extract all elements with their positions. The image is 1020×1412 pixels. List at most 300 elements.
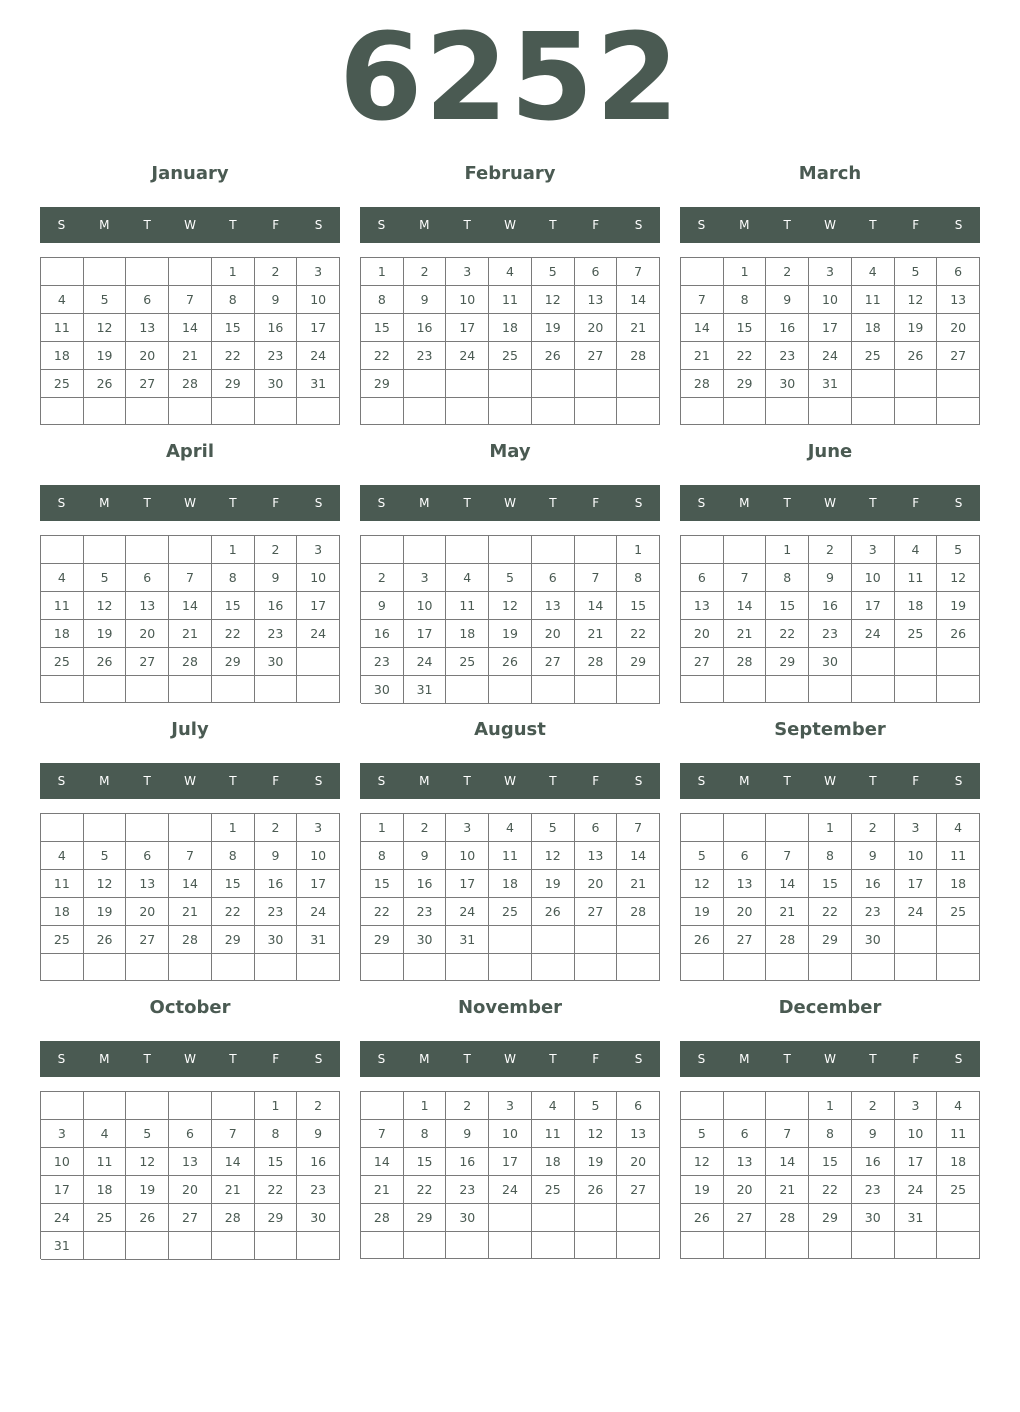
day-cell: 19 — [489, 620, 532, 648]
day-cell: 11 — [937, 842, 980, 870]
day-cell: 18 — [489, 870, 532, 898]
day-cell: 24 — [852, 620, 895, 648]
day-cell: 16 — [446, 1148, 489, 1176]
day-cell: 7 — [766, 842, 809, 870]
day-cell: 28 — [361, 1204, 404, 1232]
day-cell: 27 — [681, 648, 724, 676]
weekday-label: S — [377, 1052, 386, 1066]
weekday-label: S — [954, 218, 963, 232]
day-cell: 7 — [169, 564, 212, 592]
day-cell: 16 — [297, 1148, 340, 1176]
empty-cell — [575, 954, 618, 981]
day-cell: 24 — [297, 620, 340, 648]
weekday-label: T — [143, 496, 151, 510]
weekday-label: F — [912, 774, 920, 788]
day-cell: 17 — [446, 870, 489, 898]
empty-cell — [84, 398, 127, 425]
day-grid — [40, 1091, 340, 1259]
day-cell: 29 — [404, 1204, 447, 1232]
weekday-header — [680, 763, 980, 799]
empty-cell — [895, 954, 938, 981]
weekday-label: S — [377, 774, 386, 788]
weekday-label: T — [783, 218, 791, 232]
day-cell: 15 — [404, 1148, 447, 1176]
day-cell: 28 — [724, 648, 767, 676]
day-grid — [680, 535, 980, 703]
weekday-label: M — [419, 774, 430, 788]
day-cell: 13 — [169, 1148, 212, 1176]
day-cell: 25 — [446, 648, 489, 676]
day-cell: 26 — [126, 1204, 169, 1232]
empty-cell — [489, 1204, 532, 1232]
weekday-label: F — [592, 496, 600, 510]
weekday-label: S — [954, 774, 963, 788]
empty-cell — [297, 1232, 340, 1260]
day-cell: 10 — [489, 1120, 532, 1148]
empty-cell — [724, 536, 767, 564]
empty-cell — [169, 1092, 212, 1120]
empty-cell — [255, 398, 298, 425]
day-cell: 29 — [766, 648, 809, 676]
day-cell: 3 — [852, 536, 895, 564]
day-cell: 11 — [41, 314, 84, 342]
empty-cell — [41, 258, 84, 286]
day-cell: 22 — [724, 342, 767, 370]
day-cell: 4 — [489, 258, 532, 286]
empty-cell — [766, 954, 809, 981]
weekday-label: S — [314, 1052, 323, 1066]
empty-cell — [766, 814, 809, 842]
empty-cell — [169, 258, 212, 286]
day-cell: 13 — [126, 592, 169, 620]
day-cell: 27 — [126, 370, 169, 398]
day-grid — [360, 1091, 660, 1259]
day-cell: 29 — [809, 926, 852, 954]
day-cell: 7 — [169, 842, 212, 870]
weekday-label: S — [697, 774, 706, 788]
weekday-label: T — [229, 496, 237, 510]
weekday-label: S — [697, 1052, 706, 1066]
day-cell: 15 — [212, 870, 255, 898]
day-cell: 14 — [169, 870, 212, 898]
empty-cell — [361, 1092, 404, 1120]
day-cell: 20 — [169, 1176, 212, 1204]
day-cell: 20 — [681, 620, 724, 648]
weekday-label: W — [184, 774, 196, 788]
day-cell: 26 — [84, 648, 127, 676]
day-cell: 26 — [681, 1204, 724, 1232]
empty-cell — [937, 1232, 980, 1259]
weekday-label: M — [99, 496, 110, 510]
empty-cell — [212, 676, 255, 703]
day-cell: 9 — [404, 842, 447, 870]
weekday-label: W — [184, 496, 196, 510]
day-cell: 19 — [895, 314, 938, 342]
day-cell: 21 — [212, 1176, 255, 1204]
weekday-label: T — [869, 496, 877, 510]
day-cell: 1 — [212, 814, 255, 842]
day-cell: 14 — [169, 314, 212, 342]
day-cell: 2 — [255, 814, 298, 842]
day-cell: 5 — [84, 564, 127, 592]
day-cell: 6 — [126, 564, 169, 592]
day-cell: 22 — [404, 1176, 447, 1204]
empty-cell — [41, 1092, 84, 1120]
empty-cell — [297, 676, 340, 703]
day-cell: 21 — [681, 342, 724, 370]
day-cell: 18 — [895, 592, 938, 620]
day-cell: 19 — [681, 898, 724, 926]
empty-cell — [724, 954, 767, 981]
day-cell: 26 — [895, 342, 938, 370]
day-cell: 7 — [617, 814, 660, 842]
day-cell: 26 — [84, 370, 127, 398]
day-cell: 25 — [41, 648, 84, 676]
day-cell: 23 — [404, 342, 447, 370]
weekday-header — [360, 485, 660, 521]
day-cell: 30 — [255, 370, 298, 398]
empty-cell — [575, 926, 618, 954]
empty-cell — [681, 676, 724, 703]
day-cell: 21 — [724, 620, 767, 648]
day-cell: 11 — [895, 564, 938, 592]
day-cell: 7 — [766, 1120, 809, 1148]
day-cell: 4 — [937, 1092, 980, 1120]
day-cell: 8 — [766, 564, 809, 592]
empty-cell — [937, 954, 980, 981]
day-cell: 5 — [532, 258, 575, 286]
empty-cell — [937, 1204, 980, 1232]
weekday-label: T — [229, 1052, 237, 1066]
weekday-label: T — [869, 1052, 877, 1066]
weekday-label: S — [57, 774, 66, 788]
day-cell: 30 — [404, 926, 447, 954]
day-cell: 8 — [809, 1120, 852, 1148]
empty-cell — [41, 676, 84, 703]
day-cell: 11 — [489, 286, 532, 314]
empty-cell — [617, 954, 660, 981]
day-cell: 13 — [575, 842, 618, 870]
empty-cell — [489, 370, 532, 398]
empty-cell — [361, 536, 404, 564]
day-cell: 22 — [255, 1176, 298, 1204]
day-cell: 14 — [724, 592, 767, 620]
day-cell: 7 — [169, 286, 212, 314]
empty-cell — [766, 1092, 809, 1120]
day-cell: 6 — [169, 1120, 212, 1148]
day-cell: 5 — [489, 564, 532, 592]
day-cell: 15 — [361, 870, 404, 898]
day-cell: 12 — [84, 870, 127, 898]
weekday-header — [40, 485, 340, 521]
empty-cell — [297, 954, 340, 981]
month-name: July — [171, 719, 209, 740]
day-cell: 14 — [617, 286, 660, 314]
day-cell: 25 — [937, 1176, 980, 1204]
day-cell: 27 — [575, 342, 618, 370]
day-cell: 12 — [84, 314, 127, 342]
day-cell: 30 — [361, 676, 404, 704]
day-cell: 20 — [126, 898, 169, 926]
empty-cell — [766, 1232, 809, 1259]
day-cell: 17 — [895, 870, 938, 898]
weekday-label: T — [783, 774, 791, 788]
day-cell: 18 — [937, 1148, 980, 1176]
empty-cell — [212, 1232, 255, 1260]
weekday-label: S — [634, 218, 643, 232]
day-cell: 26 — [532, 898, 575, 926]
day-cell: 18 — [41, 342, 84, 370]
weekday-label: T — [549, 1052, 557, 1066]
day-cell: 19 — [84, 620, 127, 648]
day-cell: 7 — [724, 564, 767, 592]
empty-cell — [446, 954, 489, 981]
weekday-header — [680, 485, 980, 521]
weekday-label: W — [824, 218, 836, 232]
weekday-header — [680, 207, 980, 243]
day-cell: 24 — [489, 1176, 532, 1204]
day-cell: 29 — [724, 370, 767, 398]
weekday-label: S — [954, 496, 963, 510]
day-cell: 11 — [41, 870, 84, 898]
day-cell: 25 — [84, 1204, 127, 1232]
day-cell: 11 — [852, 286, 895, 314]
empty-cell — [852, 370, 895, 398]
day-cell: 3 — [489, 1092, 532, 1120]
day-cell: 19 — [681, 1176, 724, 1204]
day-cell: 17 — [41, 1176, 84, 1204]
day-cell: 1 — [255, 1092, 298, 1120]
day-cell: 4 — [41, 286, 84, 314]
weekday-label: M — [739, 496, 750, 510]
day-cell: 20 — [724, 898, 767, 926]
day-cell: 22 — [809, 898, 852, 926]
day-cell: 18 — [937, 870, 980, 898]
day-cell: 8 — [361, 842, 404, 870]
day-cell: 5 — [126, 1120, 169, 1148]
day-cell: 25 — [489, 898, 532, 926]
empty-cell — [937, 398, 980, 425]
weekday-label: W — [184, 1052, 196, 1066]
empty-cell — [126, 676, 169, 703]
day-cell: 22 — [809, 1176, 852, 1204]
empty-cell — [575, 1232, 618, 1259]
empty-cell — [404, 1232, 447, 1259]
weekday-label: S — [377, 218, 386, 232]
day-cell: 17 — [809, 314, 852, 342]
empty-cell — [84, 814, 127, 842]
empty-cell — [404, 370, 447, 398]
day-cell: 23 — [446, 1176, 489, 1204]
day-cell: 2 — [297, 1092, 340, 1120]
day-cell: 11 — [937, 1120, 980, 1148]
empty-cell — [852, 676, 895, 703]
empty-cell — [169, 676, 212, 703]
day-cell: 4 — [852, 258, 895, 286]
empty-cell — [617, 1232, 660, 1259]
empty-cell — [809, 954, 852, 981]
day-cell: 6 — [937, 258, 980, 286]
day-cell: 31 — [446, 926, 489, 954]
empty-cell — [895, 370, 938, 398]
weekday-label: M — [99, 1052, 110, 1066]
day-cell: 31 — [809, 370, 852, 398]
weekday-label: M — [99, 774, 110, 788]
empty-cell — [297, 648, 340, 676]
day-cell: 10 — [297, 842, 340, 870]
empty-cell — [126, 258, 169, 286]
month-name: May — [489, 441, 531, 462]
empty-cell — [489, 1232, 532, 1259]
empty-cell — [255, 1232, 298, 1260]
empty-cell — [617, 1204, 660, 1232]
day-cell: 28 — [575, 648, 618, 676]
day-cell: 20 — [126, 342, 169, 370]
empty-cell — [895, 398, 938, 425]
day-cell: 4 — [41, 564, 84, 592]
day-cell: 1 — [809, 1092, 852, 1120]
day-cell: 3 — [297, 536, 340, 564]
day-cell: 16 — [852, 870, 895, 898]
day-cell: 28 — [681, 370, 724, 398]
day-cell: 7 — [361, 1120, 404, 1148]
weekday-label: T — [463, 774, 471, 788]
day-cell: 4 — [41, 842, 84, 870]
empty-cell — [297, 398, 340, 425]
day-cell: 12 — [895, 286, 938, 314]
day-cell: 19 — [532, 314, 575, 342]
day-cell: 22 — [361, 342, 404, 370]
weekday-label: S — [634, 496, 643, 510]
day-cell: 6 — [575, 814, 618, 842]
day-cell: 30 — [809, 648, 852, 676]
empty-cell — [724, 1092, 767, 1120]
day-cell: 1 — [212, 258, 255, 286]
day-cell: 9 — [255, 842, 298, 870]
weekday-label: T — [549, 218, 557, 232]
day-cell: 22 — [617, 620, 660, 648]
day-cell: 4 — [895, 536, 938, 564]
day-cell: 2 — [404, 258, 447, 286]
day-cell: 9 — [255, 564, 298, 592]
day-cell: 23 — [255, 342, 298, 370]
weekday-label: T — [229, 218, 237, 232]
day-cell: 27 — [724, 1204, 767, 1232]
day-grid — [40, 535, 340, 703]
empty-cell — [724, 1232, 767, 1259]
day-cell: 23 — [297, 1176, 340, 1204]
day-cell: 24 — [297, 342, 340, 370]
empty-cell — [681, 954, 724, 981]
empty-cell — [895, 1232, 938, 1259]
day-cell: 20 — [126, 620, 169, 648]
day-cell: 15 — [255, 1148, 298, 1176]
day-cell: 28 — [169, 648, 212, 676]
weekday-label: M — [739, 1052, 750, 1066]
weekday-label: S — [57, 218, 66, 232]
empty-cell — [681, 398, 724, 425]
day-cell: 14 — [617, 842, 660, 870]
weekday-label: S — [377, 496, 386, 510]
day-cell: 20 — [575, 314, 618, 342]
day-cell: 12 — [937, 564, 980, 592]
day-cell: 22 — [212, 898, 255, 926]
day-cell: 27 — [724, 926, 767, 954]
day-cell: 1 — [809, 814, 852, 842]
day-cell: 6 — [575, 258, 618, 286]
day-grid — [680, 1091, 980, 1259]
day-cell: 19 — [84, 898, 127, 926]
day-cell: 16 — [404, 870, 447, 898]
day-cell: 4 — [937, 814, 980, 842]
empty-cell — [361, 954, 404, 981]
day-cell: 18 — [84, 1176, 127, 1204]
day-cell: 4 — [489, 814, 532, 842]
empty-cell — [809, 676, 852, 703]
empty-cell — [937, 926, 980, 954]
day-cell: 20 — [937, 314, 980, 342]
day-cell: 7 — [617, 258, 660, 286]
day-cell: 29 — [212, 648, 255, 676]
day-cell: 23 — [361, 648, 404, 676]
day-cell: 16 — [255, 870, 298, 898]
day-cell: 27 — [126, 926, 169, 954]
day-cell: 21 — [361, 1176, 404, 1204]
day-cell: 12 — [532, 286, 575, 314]
day-cell: 30 — [852, 1204, 895, 1232]
day-cell: 6 — [724, 1120, 767, 1148]
day-cell: 28 — [766, 1204, 809, 1232]
day-cell: 5 — [84, 842, 127, 870]
day-cell: 3 — [446, 258, 489, 286]
day-cell: 25 — [895, 620, 938, 648]
day-cell: 27 — [169, 1204, 212, 1232]
day-cell: 27 — [617, 1176, 660, 1204]
day-cell: 25 — [41, 370, 84, 398]
month-name: September — [774, 719, 886, 740]
month-name: June — [807, 441, 853, 462]
empty-cell — [724, 398, 767, 425]
empty-cell — [169, 398, 212, 425]
day-cell: 24 — [297, 898, 340, 926]
weekday-label: F — [272, 218, 280, 232]
day-cell: 1 — [404, 1092, 447, 1120]
day-cell: 3 — [809, 258, 852, 286]
day-cell: 21 — [169, 620, 212, 648]
day-cell: 24 — [446, 342, 489, 370]
day-cell: 18 — [489, 314, 532, 342]
empty-cell — [212, 954, 255, 981]
day-cell: 24 — [41, 1204, 84, 1232]
empty-cell — [724, 676, 767, 703]
day-cell: 24 — [895, 898, 938, 926]
day-cell: 25 — [532, 1176, 575, 1204]
empty-cell — [724, 814, 767, 842]
weekday-label: M — [419, 218, 430, 232]
day-grid — [40, 257, 340, 425]
day-cell: 13 — [724, 1148, 767, 1176]
day-cell: 3 — [297, 814, 340, 842]
day-cell: 17 — [895, 1148, 938, 1176]
day-cell: 21 — [617, 314, 660, 342]
day-cell: 10 — [809, 286, 852, 314]
month-name: August — [474, 719, 546, 740]
day-cell: 8 — [212, 842, 255, 870]
weekday-label: T — [549, 496, 557, 510]
day-cell: 23 — [766, 342, 809, 370]
day-cell: 25 — [852, 342, 895, 370]
empty-cell — [809, 1232, 852, 1259]
